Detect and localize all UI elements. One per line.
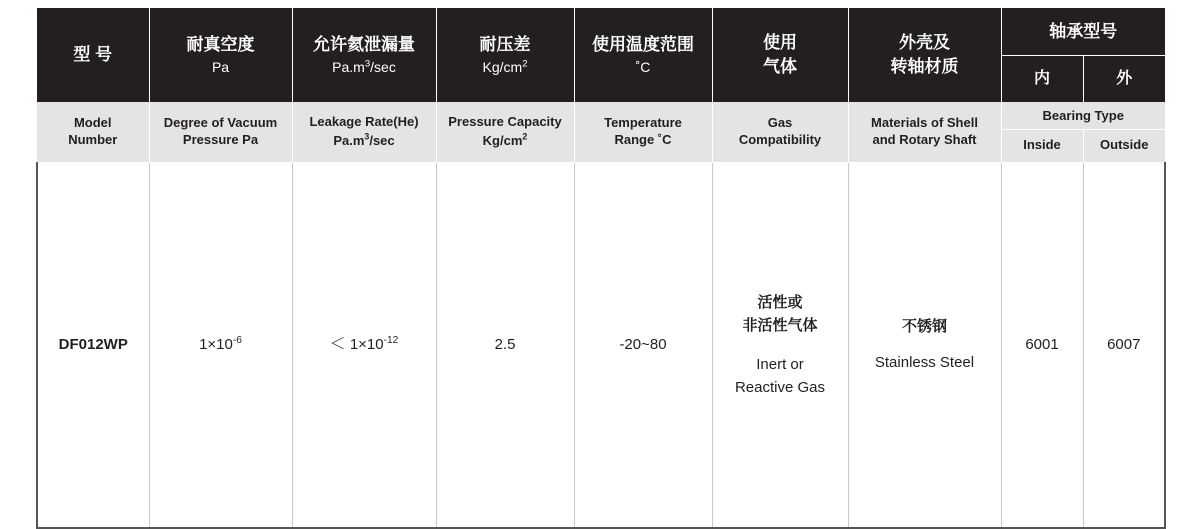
header-en-temperature bbox=[574, 102, 712, 163]
temperature-range-value: -20~80 bbox=[619, 335, 667, 353]
header-cn-material-label-2: 转轴材质 bbox=[890, 56, 959, 76]
header-en-gas bbox=[712, 102, 848, 163]
material-en-value: Stainless Steel bbox=[874, 354, 975, 371]
bearing-inside-value: 6001 bbox=[1025, 335, 1059, 353]
leakage-exponent: -12 bbox=[383, 335, 399, 346]
header-en-model-number bbox=[37, 102, 149, 163]
header-en-gas-line2: Compatibility bbox=[738, 132, 822, 147]
model-number-value: DF012WP bbox=[58, 335, 128, 353]
header-cn-bearing-inside-label: 内 bbox=[1033, 70, 1050, 88]
cell-vacuum bbox=[149, 163, 292, 529]
header-en-bearing-type-label: Bearing Type bbox=[1042, 107, 1124, 123]
gas-cn-line2: 非活性气体 bbox=[742, 316, 818, 334]
leakage-value bbox=[330, 336, 399, 353]
header-cn-gas bbox=[712, 8, 848, 102]
cell-model-number bbox=[37, 163, 149, 529]
header-cn-bearing-type-label: 轴承型号 bbox=[1049, 21, 1118, 41]
header-en-material-line2: and Rotary Shaft bbox=[872, 132, 977, 147]
header-cn-bearing-outside-label: 外 bbox=[1116, 70, 1133, 88]
header-cn-vacuum bbox=[149, 8, 292, 102]
header-en-material-line1: Materials of Shell bbox=[871, 115, 978, 131]
header-cn-model-number-label: 型 号 bbox=[73, 44, 113, 64]
header-en-pressure-line2: $Kg/cm^2$ bbox=[482, 131, 528, 148]
header-en-bearing-outside bbox=[1083, 130, 1165, 163]
cell-bearing-inside bbox=[1001, 163, 1083, 529]
header-en-temperature-line1: Temperature bbox=[604, 115, 682, 131]
header-cn-temperature-unit: ˚C bbox=[635, 58, 651, 75]
table-header-row-cn bbox=[37, 8, 1165, 56]
header-en-temperature-line2: Range ˚C bbox=[614, 132, 672, 147]
header-en-vacuum-line2: Pressure Pa bbox=[182, 132, 259, 147]
header-en-bearing-inside bbox=[1001, 130, 1083, 163]
cell-bearing-outside bbox=[1083, 163, 1165, 529]
gas-cn-line1: 活性或 bbox=[757, 293, 803, 311]
header-en-bearing-inside-label: Inside bbox=[1023, 136, 1061, 152]
header-en-bearing-outside-label: Outside bbox=[1100, 136, 1149, 152]
vacuum-exponent: -6 bbox=[232, 335, 242, 347]
header-en-bearing-type bbox=[1001, 102, 1165, 130]
header-cn-vacuum-label: 耐真空度 bbox=[186, 34, 255, 54]
header-cn-pressure bbox=[436, 8, 574, 102]
header-en-leakage bbox=[292, 102, 436, 163]
vacuum-value bbox=[199, 336, 242, 353]
header-cn-pressure-unit: $Kg/cm^2$ bbox=[482, 57, 528, 75]
cell-pressure-capacity bbox=[436, 163, 574, 529]
header-cn-bearing-inside bbox=[1001, 56, 1083, 103]
header-cn-temperature-label: 使用温度范围 bbox=[592, 34, 694, 54]
cell-material bbox=[848, 163, 1001, 529]
leakage-base: 1×10 bbox=[349, 336, 384, 353]
header-cn-leakage-label: 允许氦泄漏量 bbox=[313, 34, 415, 54]
header-en-vacuum bbox=[149, 102, 292, 163]
cell-gas-compatibility bbox=[712, 163, 848, 529]
header-cn-material-label-1: 外壳及 bbox=[899, 32, 950, 52]
header-cn-vacuum-unit: Pa bbox=[211, 58, 230, 75]
cell-leakage bbox=[292, 163, 436, 529]
header-cn-bearing-outside bbox=[1083, 56, 1165, 103]
header-en-leakage-line1: Leakage Rate(He) bbox=[309, 114, 419, 130]
leakage-prefix: ＜ bbox=[329, 336, 346, 353]
header-cn-material bbox=[848, 8, 1001, 102]
header-cn-gas-label-2: 气体 bbox=[763, 56, 797, 76]
pressure-capacity-value: 2.5 bbox=[494, 335, 516, 353]
header-cn-leakage bbox=[292, 8, 436, 102]
header-cn-bearing-type bbox=[1001, 8, 1165, 56]
table-header-row-en bbox=[37, 102, 1165, 130]
header-en-pressure bbox=[436, 102, 574, 163]
material-cn-value: 不锈钢 bbox=[901, 317, 947, 335]
gas-spacer bbox=[717, 337, 844, 353]
gas-en-line2: Reactive Gas bbox=[734, 379, 826, 397]
header-cn-pressure-label: 耐压差 bbox=[479, 34, 531, 54]
table-row bbox=[37, 163, 1165, 529]
header-en-material bbox=[848, 102, 1001, 163]
header-cn-gas-label-1: 使用 bbox=[763, 32, 797, 52]
header-en-leakage-line2: $Pa.m^3/\sec$ bbox=[333, 131, 395, 148]
vacuum-base: 1×10 bbox=[199, 336, 233, 354]
header-cn-leakage-unit: $Pa.m^3/\sec$ bbox=[332, 57, 396, 75]
cell-temperature-range bbox=[574, 163, 712, 529]
gas-en-line1: Inert or bbox=[756, 356, 804, 373]
header-en-pressure-line1: Pressure Capacity bbox=[448, 114, 562, 130]
header-en-vacuum-line1: Degree of Vacuum bbox=[163, 115, 278, 131]
header-en-gas-line1: Gas bbox=[767, 115, 793, 131]
bearing-outside-value: 6007 bbox=[1107, 335, 1141, 353]
header-cn-temperature bbox=[574, 8, 712, 102]
header-en-model-number-line1: Model bbox=[73, 115, 112, 131]
header-cn-model-number bbox=[37, 8, 149, 102]
specification-table bbox=[36, 8, 1166, 529]
header-en-model-number-line2: Number bbox=[68, 132, 118, 147]
